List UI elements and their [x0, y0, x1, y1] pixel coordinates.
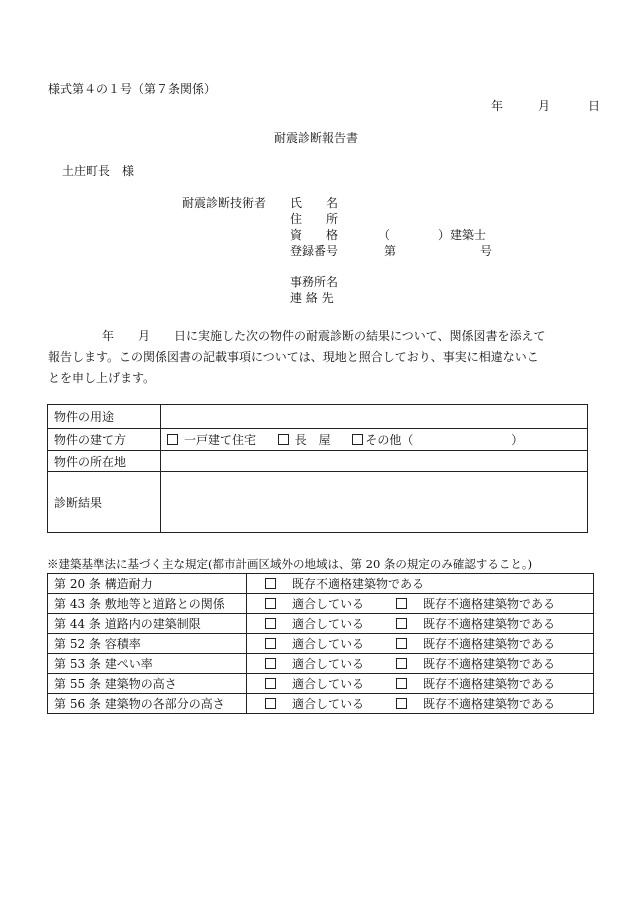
engineer-qualification-label: 資 格	[290, 228, 339, 242]
date-day-label: 日	[588, 99, 601, 113]
regulation-article: 第 43 条 敷地等と道路との関係	[48, 594, 247, 614]
nonconform-checkbox[interactable]	[396, 658, 407, 669]
nonconform-checkbox[interactable]	[396, 598, 407, 609]
nonconform-label: 既存不適格建築物である	[423, 617, 556, 631]
detached-house-checkbox[interactable]	[167, 434, 178, 445]
regulations-note: ※建築基準法に基づく主な規定(都市計画区域外の地域は、第 20 条の規定のみ確認すること。)	[47, 557, 533, 571]
building-type-label: 物件の建て方	[48, 429, 161, 451]
regulation-options	[247, 614, 594, 634]
engineer-office-label: 事務所名	[290, 275, 339, 289]
conform-checkbox[interactable]	[265, 598, 276, 609]
engineer-role-label: 耐震診断技術者	[182, 196, 267, 210]
regulation-options	[247, 674, 594, 694]
row-house-checkbox[interactable]	[278, 434, 289, 445]
property-use-field[interactable]	[161, 405, 588, 429]
conform-checkbox[interactable]	[265, 698, 276, 709]
other-type-label: その他（	[365, 433, 414, 447]
conform-label: 適合している	[292, 657, 365, 671]
nonconform-checkbox[interactable]	[396, 618, 407, 629]
detached-house-label: 一戸建て住宅	[184, 433, 257, 447]
table-row	[48, 694, 594, 714]
regulation-options	[247, 654, 594, 674]
conform-label: 適合している	[292, 617, 365, 631]
engineer-qualification-value: （ ）建築士	[378, 228, 487, 242]
nonconform-label: 既存不適格建築物である	[423, 657, 556, 671]
engineer-name-label: 氏 名	[290, 196, 339, 210]
property-location-field[interactable]	[161, 451, 588, 472]
table-row	[48, 405, 588, 429]
date-month-label: 月	[538, 99, 551, 113]
table-row	[48, 472, 588, 533]
other-type-close: ）	[511, 433, 524, 447]
table-row	[48, 634, 594, 654]
addressee: 土庄町長 様	[62, 164, 135, 178]
nonconform-label: 既存不適格建築物である	[423, 677, 556, 691]
nonconform-checkbox[interactable]	[396, 698, 407, 709]
regulation-article: 第 55 条 建築物の高さ	[48, 674, 247, 694]
table-row	[48, 674, 594, 694]
table-row	[48, 614, 594, 634]
body-text-line1: 年 月 日に実施した次の物件の耐震診断の結果について、関係図書を添えて	[102, 329, 546, 343]
nonconform-checkbox[interactable]	[396, 638, 407, 649]
row-house-label: 長 屋	[294, 433, 331, 447]
property-use-label: 物件の用途	[48, 405, 161, 429]
conform-label: 適合している	[292, 677, 365, 691]
conform-checkbox[interactable]	[265, 618, 276, 629]
table-row	[48, 594, 594, 614]
conform-label: 適合している	[292, 697, 365, 711]
nonconform-label: 既存不適格建築物である	[423, 637, 556, 651]
body-text-line2: 報告します。この関係図書の記載事項については、現地と照合しており、事実に相違ないこ	[48, 350, 539, 364]
diagnosis-result-label: 診断結果	[48, 472, 161, 533]
body-text-line3: とを申し上げます。	[48, 371, 156, 385]
regulation-options	[247, 594, 594, 614]
engineer-contact-label: 連 絡 先	[290, 291, 334, 305]
table-row	[48, 574, 594, 594]
regulation-article: 第 52 条 容積率	[48, 634, 247, 654]
regulation-options	[247, 634, 594, 654]
document-title: 耐震診断報告書	[274, 131, 359, 145]
regulation-article: 第 53 条 建ぺい率	[48, 654, 247, 674]
table-row	[48, 654, 594, 674]
engineer-address-label: 住 所	[290, 212, 339, 226]
regulation-options	[247, 694, 594, 714]
other-type-checkbox[interactable]	[352, 434, 363, 445]
conform-checkbox[interactable]	[265, 678, 276, 689]
conform-label: 適合している	[292, 597, 365, 611]
nonconform-label: 既存不適格建築物である	[423, 597, 556, 611]
building-type-options	[161, 429, 588, 451]
table-row	[48, 429, 588, 451]
regulations-table	[47, 573, 594, 714]
regulation-article: 第 56 条 建築物の各部分の高さ	[48, 694, 247, 714]
nonconform-label: 既存不適格建築物である	[292, 577, 425, 591]
conform-checkbox[interactable]	[265, 658, 276, 669]
engineer-registration-label: 登録番号	[290, 244, 339, 258]
registration-suffix: 号	[480, 244, 493, 258]
date-year-label: 年	[491, 99, 504, 113]
nonconform-checkbox[interactable]	[396, 678, 407, 689]
regulation-options	[247, 574, 594, 594]
form-number: 様式第４の１号（第７条関係）	[48, 82, 217, 96]
table-row	[48, 451, 588, 472]
regulation-article: 第 44 条 道路内の建築制限	[48, 614, 247, 634]
property-table	[47, 404, 588, 533]
nonconform-label: 既存不適格建築物である	[423, 697, 556, 711]
property-location-label: 物件の所在地	[48, 451, 161, 472]
registration-prefix: 第	[384, 244, 397, 258]
regulation-article: 第 20 条 構造耐力	[48, 574, 247, 594]
conform-checkbox[interactable]	[265, 638, 276, 649]
diagnosis-result-field[interactable]	[161, 472, 588, 533]
nonconform-checkbox[interactable]	[265, 578, 276, 589]
conform-label: 適合している	[292, 637, 365, 651]
